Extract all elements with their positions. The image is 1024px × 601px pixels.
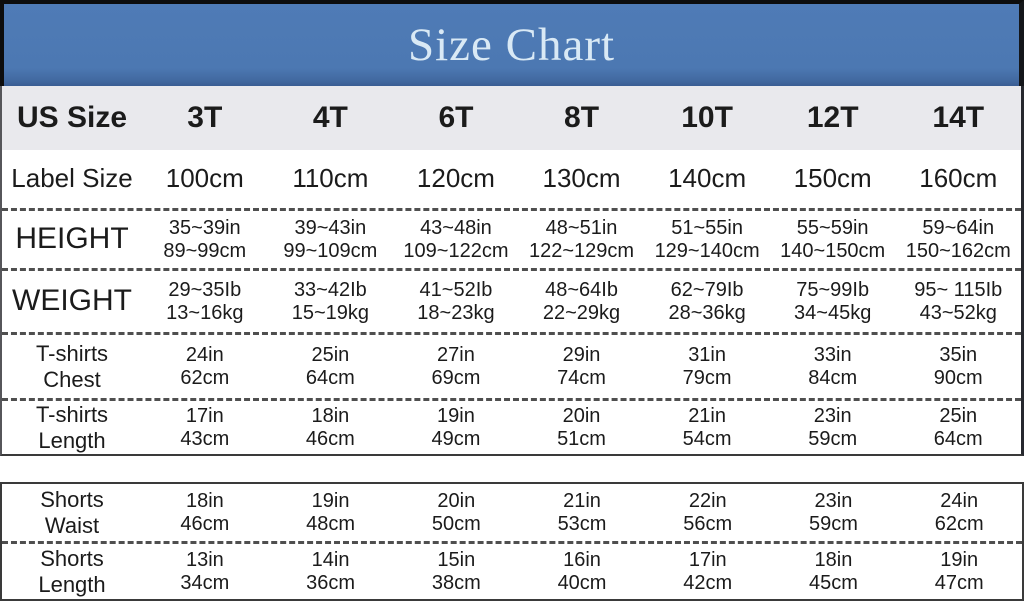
height-row-value-line: 48~51in — [545, 216, 618, 239]
tshirt-chest-row — [2, 332, 1021, 398]
tshirt-chest-row-value-line: 79cm — [682, 366, 732, 389]
tshirt-chest-row-value-line: 31in — [688, 343, 726, 366]
label-size-row-value-line: 120cm — [416, 163, 495, 194]
shorts-waist-row-value — [645, 484, 771, 541]
tshirt-length-row-value-line: 20in — [562, 404, 601, 427]
shorts-length-row-value-line: 18in — [814, 548, 853, 571]
us-size-row-value-line: 3T — [187, 100, 223, 134]
shorts-waist-row-value-line: 22in — [688, 489, 727, 512]
tshirt-length-row-label-line: T-shirts — [35, 402, 109, 428]
tshirt-chest-row-value-line: 64cm — [305, 366, 355, 389]
tshirt-length-row-label — [2, 401, 142, 454]
shorts-waist-row-value-line: 56cm — [683, 512, 733, 535]
us-size-row-value-line: 12T — [806, 100, 859, 134]
tshirt-chest-row-value — [770, 335, 896, 398]
height-row-value-line: 51~55in — [671, 216, 743, 239]
label-size-row-label — [2, 150, 142, 208]
height-row-value-line: 129~140cm — [654, 239, 760, 262]
label-size-row-value — [644, 150, 770, 208]
tshirt-chest-row-value-line: 27in — [437, 343, 475, 366]
tshirt-chest-row-value-line: 35in — [939, 343, 978, 366]
weight-row-value — [268, 271, 394, 332]
shorts-length-row-value-line: 38cm — [431, 571, 481, 594]
shorts-waist-row-value-line: 53cm — [557, 512, 607, 535]
label-size-row — [2, 150, 1021, 208]
weight-row-value-line: 33~42Ib — [293, 278, 367, 301]
shorts-length-row-value-line: 36cm — [306, 571, 356, 594]
us-size-row — [2, 86, 1021, 150]
height-row-value — [770, 211, 896, 268]
label-size-row-value-line: 130cm — [542, 163, 621, 194]
label-size-row-label-line: Label Size — [11, 163, 133, 194]
tshirt-length-row-value-line: 19in — [437, 404, 475, 427]
tshirt-length-row-value — [770, 401, 896, 454]
tshirt-length-row-value — [142, 401, 268, 454]
weight-row-value — [519, 271, 645, 332]
tshirt-chest-row-value — [895, 335, 1021, 398]
tshirt-length-row-value — [393, 401, 519, 454]
height-row-value-line: 150~162cm — [905, 239, 1011, 262]
us-size-row-value — [644, 86, 770, 150]
shorts-waist-row — [2, 484, 1022, 541]
tshirt-chest-row-value — [268, 335, 394, 398]
shorts-length-row-label — [2, 544, 142, 599]
height-row-value — [644, 211, 770, 268]
shorts-length-row-value — [519, 544, 645, 599]
shorts-waist-row-value — [393, 484, 519, 541]
weight-row-value — [644, 271, 770, 332]
shorts-length-row-value-line: 14in — [311, 548, 350, 571]
shorts-waist-row-value-line: 59cm — [809, 512, 858, 535]
label-size-row-value — [268, 150, 394, 208]
shorts-waist-row-value — [896, 484, 1022, 541]
size-table-main — [0, 86, 1024, 456]
height-row-value — [895, 211, 1021, 268]
us-size-row-value — [268, 86, 394, 150]
height-row-value-line: 89~99cm — [163, 239, 247, 262]
shorts-waist-row-value-line: 21in — [563, 489, 601, 512]
height-row-value-line: 55~59in — [796, 216, 869, 239]
label-size-row-value-line: 160cm — [919, 163, 998, 194]
tshirt-chest-row-value — [142, 335, 268, 398]
us-size-row-value-line: 6T — [438, 100, 474, 134]
height-row-value — [142, 211, 268, 268]
shorts-waist-row-value-line: 48cm — [306, 512, 356, 535]
tshirt-chest-row-value-line: 33in — [813, 343, 852, 366]
us-size-row-value — [519, 86, 645, 150]
shorts-waist-row-value-line: 62cm — [934, 512, 984, 535]
weight-row — [2, 268, 1021, 332]
shorts-length-row — [2, 541, 1022, 599]
shorts-waist-row-label — [2, 484, 142, 541]
shorts-waist-row-value-line: 46cm — [180, 512, 230, 535]
height-row-label-line: HEIGHT — [15, 222, 129, 256]
weight-row-value-line: 15~19kg — [291, 301, 370, 324]
weight-row-label — [2, 271, 142, 332]
tshirt-chest-row-value-line: 29in — [562, 343, 601, 366]
height-row-value-line: 59~64in — [922, 216, 995, 239]
weight-row-value-line: 13~16kg — [166, 301, 244, 324]
tshirt-length-row-value-line: 64cm — [933, 427, 983, 450]
shorts-length-row-value-line: 47cm — [934, 571, 984, 594]
label-size-row-value-line: 110cm — [292, 163, 369, 194]
tshirt-chest-row-value-line: 25in — [311, 343, 350, 366]
tshirt-chest-row-value-line: 62cm — [180, 366, 230, 389]
shorts-length-row-value — [268, 544, 394, 599]
weight-row-value-line: 95~ 115Ib — [914, 278, 1003, 301]
size-table-shorts — [0, 482, 1024, 601]
us-size-row-value — [770, 86, 896, 150]
us-size-row-value-line: 10T — [681, 100, 733, 134]
tshirt-length-row-label-line: Length — [38, 427, 106, 453]
table-gap — [0, 456, 1024, 482]
tshirt-chest-row-value — [393, 335, 519, 398]
tshirt-chest-row-label-line: T-shirts — [35, 341, 109, 367]
shorts-waist-row-value-line: 18in — [185, 489, 224, 512]
height-row-value-line: 122~129cm — [528, 239, 635, 262]
chart-header — [0, 0, 1024, 86]
shorts-length-row-value — [645, 544, 771, 599]
tshirt-length-row-value-line: 25in — [939, 404, 978, 427]
us-size-row-value-line: 8T — [564, 100, 600, 134]
tshirt-chest-row-value — [519, 335, 645, 398]
us-size-row-value — [895, 86, 1021, 150]
tshirt-chest-row-label-line: Chest — [43, 366, 101, 392]
weight-row-label-line: WEIGHT — [12, 284, 132, 318]
label-size-row-value-line: 140cm — [668, 163, 747, 194]
shorts-length-row-value-line: 16in — [563, 548, 601, 571]
height-row-value-line: 109~122cm — [403, 239, 509, 262]
tshirt-chest-row-value-line: 69cm — [431, 366, 481, 389]
label-size-row-value — [895, 150, 1021, 208]
tshirt-chest-row-label — [2, 335, 142, 398]
shorts-length-row-value — [142, 544, 268, 599]
us-size-row-value — [142, 86, 268, 150]
weight-row-value-line: 22~29kg — [542, 301, 621, 324]
shorts-waist-row-label-line: Shorts — [40, 487, 104, 513]
tshirt-chest-row-value-line: 84cm — [808, 366, 858, 389]
shorts-waist-row-value-line: 50cm — [431, 512, 481, 535]
tshirt-length-row-value — [895, 401, 1021, 454]
shorts-length-row-value — [771, 544, 897, 599]
height-row-label — [2, 211, 142, 268]
weight-row-value-line: 28~36kg — [668, 301, 746, 324]
weight-row-value — [770, 271, 896, 332]
tshirt-chest-row-value-line: 74cm — [557, 366, 606, 389]
tshirt-length-row-value-line: 46cm — [305, 427, 355, 450]
tshirt-length-row-value-line: 59cm — [808, 427, 858, 450]
shorts-waist-row-value — [268, 484, 394, 541]
shorts-length-row-value-line: 45cm — [809, 571, 858, 594]
label-size-row-value-line: 150cm — [793, 163, 872, 194]
shorts-length-row-value-line: 17in — [688, 548, 727, 571]
us-size-row-value-line: 14T — [932, 100, 985, 134]
weight-row-value-line: 34~45kg — [794, 301, 872, 324]
shorts-waist-row-value-line: 20in — [437, 489, 476, 512]
shorts-waist-row-value-line: 23in — [814, 489, 853, 512]
weight-row-value-line: 75~99Ib — [796, 278, 870, 301]
tshirt-length-row-value-line: 23in — [813, 404, 852, 427]
tshirt-length-row-value-line: 17in — [185, 404, 224, 427]
height-row-value-line: 35~39in — [168, 216, 241, 239]
tshirt-length-row-value-line: 49cm — [431, 427, 481, 450]
shorts-waist-row-value-line: 24in — [940, 489, 979, 512]
label-size-row-value — [142, 150, 268, 208]
label-size-row-value-line: 100cm — [165, 163, 244, 194]
shorts-length-row-value — [896, 544, 1022, 599]
shorts-length-row-value-line: 15in — [437, 548, 476, 571]
shorts-length-row-value-line: 13in — [185, 548, 224, 571]
shorts-waist-row-label-line: Waist — [44, 512, 100, 538]
label-size-row-value — [519, 150, 645, 208]
tshirt-length-row — [2, 398, 1021, 454]
shorts-length-row-label-line: Length — [38, 571, 106, 597]
label-size-row-value — [770, 150, 896, 208]
tshirt-length-row-value — [268, 401, 394, 454]
chart-title: Size Chart — [407, 19, 616, 71]
height-row-value-line: 140~150cm — [780, 239, 886, 262]
us-size-row-label — [2, 86, 142, 150]
tshirt-length-row-value-line: 21in — [688, 404, 726, 427]
weight-row-value-line: 18~23kg — [417, 301, 495, 324]
us-size-row-value — [393, 86, 519, 150]
shorts-length-row-label-line: Shorts — [40, 546, 104, 572]
shorts-waist-row-value — [771, 484, 897, 541]
shorts-length-row-value-line: 42cm — [683, 571, 733, 594]
tshirt-chest-row-value-line: 24in — [185, 343, 224, 366]
weight-row-value-line: 41~52Ib — [419, 278, 493, 301]
shorts-length-row-value-line: 19in — [940, 548, 979, 571]
weight-row-value — [142, 271, 268, 332]
weight-row-value — [393, 271, 519, 332]
weight-row-value-line: 43~52kg — [919, 301, 997, 324]
weight-row-value-line: 48~64Ib — [545, 278, 618, 301]
label-size-row-value — [393, 150, 519, 208]
weight-row-value — [895, 271, 1021, 332]
shorts-waist-row-value — [142, 484, 268, 541]
us-size-row-label-line: US Size — [16, 100, 128, 134]
weight-row-value-line: 29~35Ib — [168, 278, 242, 301]
height-row-value — [393, 211, 519, 268]
tshirt-chest-row-value-line: 90cm — [933, 366, 983, 389]
height-row-value-line: 99~109cm — [283, 239, 378, 262]
shorts-length-row-value — [393, 544, 519, 599]
weight-row-value-line: 62~79Ib — [670, 278, 744, 301]
shorts-waist-row-value-line: 19in — [311, 489, 350, 512]
height-row-value — [519, 211, 645, 268]
height-row — [2, 208, 1021, 268]
tshirt-chest-row-value — [644, 335, 770, 398]
height-row-value-line: 43~48in — [420, 216, 492, 239]
tshirt-length-row-value — [644, 401, 770, 454]
height-row-value — [268, 211, 394, 268]
shorts-length-row-value-line: 40cm — [557, 571, 607, 594]
tshirt-length-row-value-line: 43cm — [180, 427, 230, 450]
tshirt-length-row-value-line: 51cm — [557, 427, 606, 450]
tshirt-length-row-value — [519, 401, 645, 454]
shorts-length-row-value-line: 34cm — [180, 571, 230, 594]
tshirt-length-row-value-line: 54cm — [682, 427, 732, 450]
shorts-waist-row-value — [519, 484, 645, 541]
tshirt-length-row-value-line: 18in — [311, 404, 350, 427]
us-size-row-value-line: 4T — [312, 100, 348, 134]
height-row-value-line: 39~43in — [294, 216, 367, 239]
